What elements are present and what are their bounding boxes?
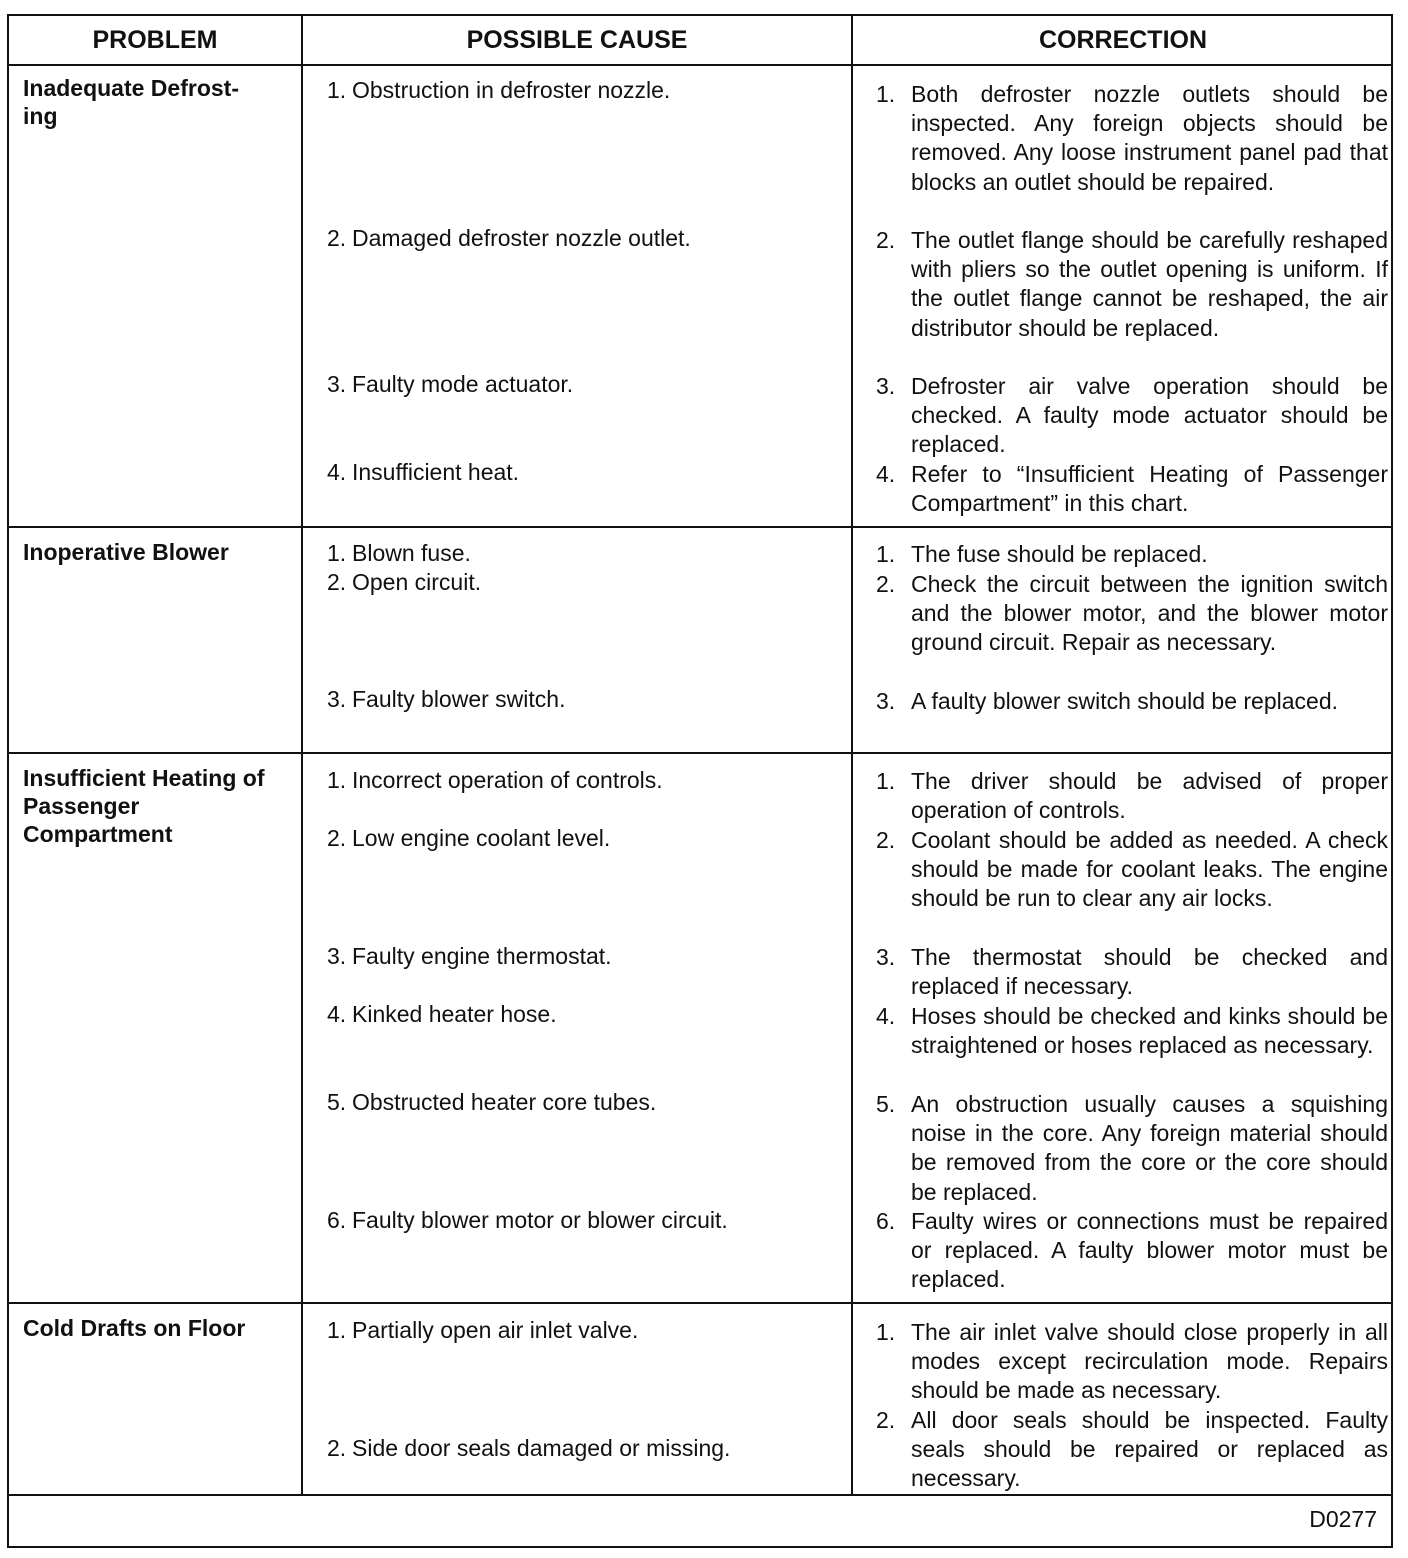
item-number: 1.	[876, 768, 896, 794]
correction-item	[876, 687, 1388, 716]
cause-text: Side door seals damaged or missing.	[352, 1435, 731, 1461]
problem-label: Inoperative Blower	[23, 539, 229, 565]
item-number: 3.	[876, 944, 896, 970]
item-number: 6.	[876, 1208, 896, 1234]
correction-item	[876, 80, 1388, 197]
cause-text: Kinked heater hose.	[352, 1001, 557, 1027]
row-divider	[9, 1302, 1391, 1304]
cause-item	[327, 942, 827, 971]
item-number: 3.	[327, 371, 347, 397]
item-number: 1.	[327, 767, 347, 793]
header-correction: CORRECTION	[1038, 26, 1208, 54]
cause-text: Faulty engine thermostat.	[352, 943, 612, 969]
cause-text: Partially open air inlet valve.	[352, 1317, 639, 1343]
correction-item	[876, 1406, 1388, 1494]
cause-text: Obstruction in defroster nozzle.	[352, 77, 671, 103]
correction-text: The air inlet valve should close properly in all modes except recirculation mode. Repairs should be made as necessary.	[911, 1319, 1388, 1404]
header-problem: PROBLEM	[92, 26, 218, 54]
problem-label: Insufficient Heating of Passenger Compartment	[23, 765, 265, 847]
item-number: 2.	[876, 1407, 896, 1433]
cause-item	[327, 1316, 827, 1345]
cause-item	[327, 76, 827, 105]
item-number: 4.	[327, 459, 347, 485]
correction-text: A faulty blower switch should be replaced.	[911, 688, 1339, 714]
cause-item	[327, 1434, 827, 1463]
item-number: 1.	[876, 541, 896, 567]
cause-item	[327, 1088, 827, 1117]
cause-text: Faulty blower switch.	[352, 686, 566, 712]
cause-item	[327, 458, 827, 487]
cause-text: Open circuit.	[352, 569, 482, 595]
correction-text: All door seals should be inspected. Faulty seals should be repaired or replaced as necessary.	[911, 1407, 1388, 1492]
correction-item	[876, 767, 1388, 825]
cause-text: Faulty blower motor or blower circuit.	[352, 1207, 728, 1233]
item-number: 3.	[327, 943, 347, 969]
item-number: 1.	[876, 1319, 896, 1345]
item-number: 2.	[876, 827, 896, 853]
correction-text: Defroster air valve operation should be checked. A faulty mode actuator should be replaced.	[911, 373, 1388, 458]
row-divider	[9, 526, 1391, 528]
problem-label: Cold Drafts on Floor	[23, 1315, 246, 1341]
item-number: 1.	[327, 77, 347, 103]
item-number: 3.	[876, 688, 896, 714]
cause-text: Faulty mode actuator.	[352, 371, 574, 397]
correction-text: The thermostat should be checked and replaced if necessary.	[911, 944, 1388, 1000]
correction-text: Hoses should be checked and kinks should be straightened or hoses replaced as necessary.	[911, 1003, 1388, 1059]
item-number: 4.	[327, 1001, 347, 1027]
item-number: 1.	[327, 540, 347, 566]
cause-text: Low engine coolant level.	[352, 825, 611, 851]
cause-item	[327, 539, 827, 568]
correction-text: An obstruction usually causes a squishing noise in the core. Any foreign material should be removed from the core or the core should be replaced.	[911, 1091, 1388, 1205]
row-divider	[9, 752, 1391, 754]
correction-text: Refer to “Insufficient Heating of Passenger Compartment” in this chart.	[911, 461, 1388, 517]
row-divider	[9, 1494, 1391, 1496]
item-number: 2.	[327, 825, 347, 851]
item-number: 2.	[876, 571, 896, 597]
cause-text: Incorrect operation of controls.	[352, 767, 663, 793]
correction-text: Both defroster nozzle outlets should be inspected. Any foreign objects should be removed. Any loose instrument panel pad that blocks an outlet should be repaired.	[911, 81, 1388, 195]
correction-item	[876, 1002, 1388, 1060]
correction-text: The fuse should be replaced.	[911, 541, 1208, 567]
item-number: 5.	[876, 1091, 896, 1117]
correction-item	[876, 943, 1388, 1001]
item-number: 5.	[327, 1089, 347, 1115]
cause-item	[327, 824, 827, 853]
correction-text: Faulty wires or connections must be repaired or replaced. A faulty blower motor must be replaced.	[911, 1208, 1388, 1293]
figure-code: D0277	[1309, 1506, 1377, 1532]
cause-item	[327, 685, 827, 714]
correction-item	[876, 1318, 1388, 1406]
correction-item	[876, 826, 1388, 914]
item-number: 4.	[876, 1003, 896, 1029]
correction-text: The outlet flange should be carefully reshaped with pliers so the outlet opening is uniform. If the outlet flange cannot be reshaped, the air distributor should be replaced.	[911, 227, 1388, 341]
item-number: 3.	[876, 373, 896, 399]
header-possible-cause: POSSIBLE CAUSE	[466, 26, 688, 54]
cause-text: Obstructed heater core tubes.	[352, 1089, 657, 1115]
cause-text: Blown fuse.	[352, 540, 471, 566]
correction-text: Coolant should be added as needed. A check should be made for coolant leaks. The engine should be run to clear any air locks.	[911, 827, 1388, 912]
cause-text: Damaged defroster nozzle outlet.	[352, 225, 691, 251]
item-number: 2.	[327, 225, 347, 251]
row-divider	[9, 64, 1391, 66]
correction-item	[876, 1207, 1388, 1295]
troubleshooting-table	[7, 14, 1393, 1548]
cause-text: Insufficient heat.	[352, 459, 520, 485]
cause-item	[327, 224, 827, 253]
correction-item	[876, 540, 1388, 569]
item-number: 1.	[876, 81, 896, 107]
correction-item	[876, 1090, 1388, 1207]
cause-item	[327, 766, 827, 795]
correction-item	[876, 226, 1388, 343]
correction-text: Check the circuit between the ignition switch and the blower motor, and the blower motor ground circuit. Repair as necessary.	[911, 571, 1388, 656]
cause-item	[327, 370, 827, 399]
correction-item	[876, 372, 1388, 460]
cause-item	[327, 1206, 827, 1235]
cause-item	[327, 568, 827, 597]
column-divider	[301, 16, 303, 1494]
item-number: 2.	[876, 227, 896, 253]
correction-item	[876, 460, 1388, 518]
item-number: 2.	[327, 569, 347, 595]
correction-text: The driver should be advised of proper operation of controls.	[911, 768, 1388, 824]
item-number: 2.	[327, 1435, 347, 1461]
item-number: 6.	[327, 1207, 347, 1233]
correction-item	[876, 570, 1388, 658]
item-number: 1.	[327, 1317, 347, 1343]
column-divider	[851, 16, 853, 1494]
problem-label: Inadequate Defrost- ing	[23, 75, 239, 129]
item-number: 4.	[876, 461, 896, 487]
item-number: 3.	[327, 686, 347, 712]
cause-item	[327, 1000, 827, 1029]
